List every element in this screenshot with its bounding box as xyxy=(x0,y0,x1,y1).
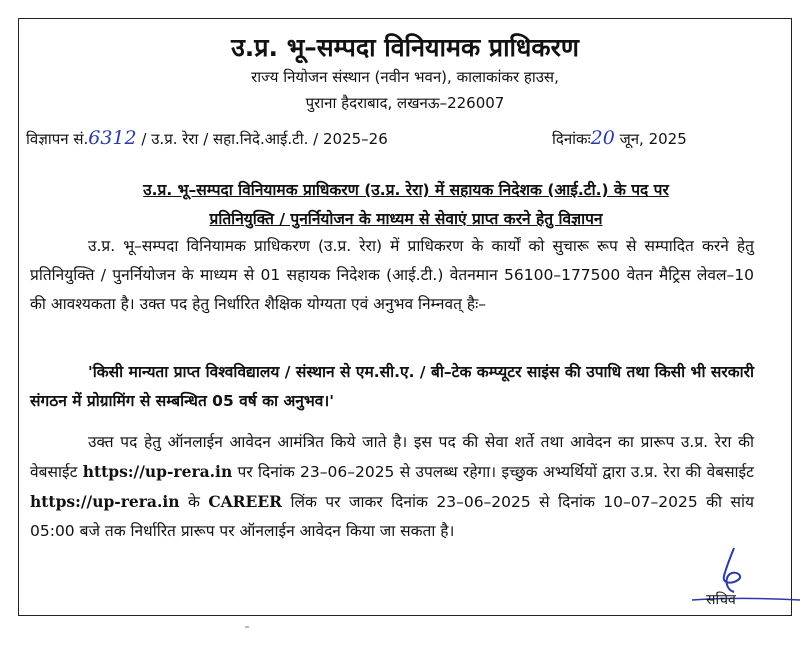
reference-prefix: विज्ञापन सं. xyxy=(26,130,89,148)
signature-designation: सचिव xyxy=(706,592,736,608)
date-day-handwritten: 20 xyxy=(590,127,615,149)
qualification-paragraph: 'किसी मान्यता प्राप्त विश्वविद्यालय / संस्थान से एम.सी.ए. / बी–टेक कम्प्यूटर साइंस की उपाधि तथा किसी भी सरकारी संगठन में प्रोग्रामिंग से सम्बन्धित 05 वर्ष का अनुभव।' xyxy=(30,363,754,410)
subject-line-1: उ.प्र. भू–सम्पदा विनियामक प्राधिकरण (उ.प्र. रेरा) में सहायक निदेशक (आई.टी.) के पद पर xyxy=(143,181,669,199)
career-link-text: CAREER xyxy=(208,492,283,511)
body-paragraph-1: उ.प्र. भू–सम्पदा विनियामक प्राधिकरण (उ.प्र. रेरा) में प्राधिकरण के कार्यों को सुचारू रूप से सम्पादित करने हेतु प्रतिनियुक्ति / पुनर्नियोजन के माध्यम से 01 सहायक निदेशक (आई.टी.) वेतनमान 56100–177500 वेतन मैट्रिस लेवल–10 की आवश्यकता है। उक्त पद हेतु निर्धारित शैक्षिक योग्यता एवं अनुभव निम्नवत् हैः– xyxy=(30,237,754,313)
para3-text-a: उक्त पद हेतु ऑनलाईन आवेदन आमंत्रित किये जाते है। इस पद की सेवा शर्ते तथा आवेदन का प्रारूप उ.प्र. रेरा की वेबसाईट xyxy=(30,433,754,481)
address-line-1: राज्य नियोजन संस्थान (नवीन भवन), कालाकांकर हाउस, xyxy=(251,68,559,86)
para3-text-c: के xyxy=(187,493,200,511)
reference-number-handwritten: 6312 xyxy=(88,127,137,149)
reference-suffix: / उ.प्र. रेरा / सहा.निदे.आई.टी. / 2025–26 xyxy=(141,130,388,148)
date-suffix: जून, 2025 xyxy=(619,130,687,148)
organization-title: उ.प्र. भू–सम्पदा विनियामक प्राधिकरण xyxy=(231,33,579,62)
address-line-2: पुराना हैदराबाद, लखनऊ–226007 xyxy=(305,94,505,112)
signature-scribble xyxy=(652,540,802,622)
reference-line xyxy=(26,127,756,149)
reference-date xyxy=(552,127,687,149)
scan-mark xyxy=(245,626,249,628)
para3-text-d: लिंक पर जाकर दिनांक 23–06–2025 से दिनांक 10–07–2025 की सांय 05:00 बजे तक निर्धारित प्रारूप पर ऑनलाईन आवेदन किया जा सकता है। xyxy=(30,493,754,540)
date-prefix: दिनांकः xyxy=(552,130,591,148)
website-url-2: https://up-rera.in xyxy=(30,492,180,511)
subject-line-2: प्रतिनियुक्ति / पुनर्नियोजन के माध्यम से सेवाएं प्राप्त करने हेतु विज्ञापन xyxy=(209,210,603,228)
para3-text-b: पर दिनांक 23–06–2025 से उपलब्ध रहेगा। इच्छुक अभ्यर्थियों द्वारा उ.प्र. रेरा की वेबसाईट xyxy=(237,463,754,481)
body-paragraph-3 xyxy=(30,428,754,546)
website-url-1: https://up-rera.in xyxy=(82,462,233,481)
